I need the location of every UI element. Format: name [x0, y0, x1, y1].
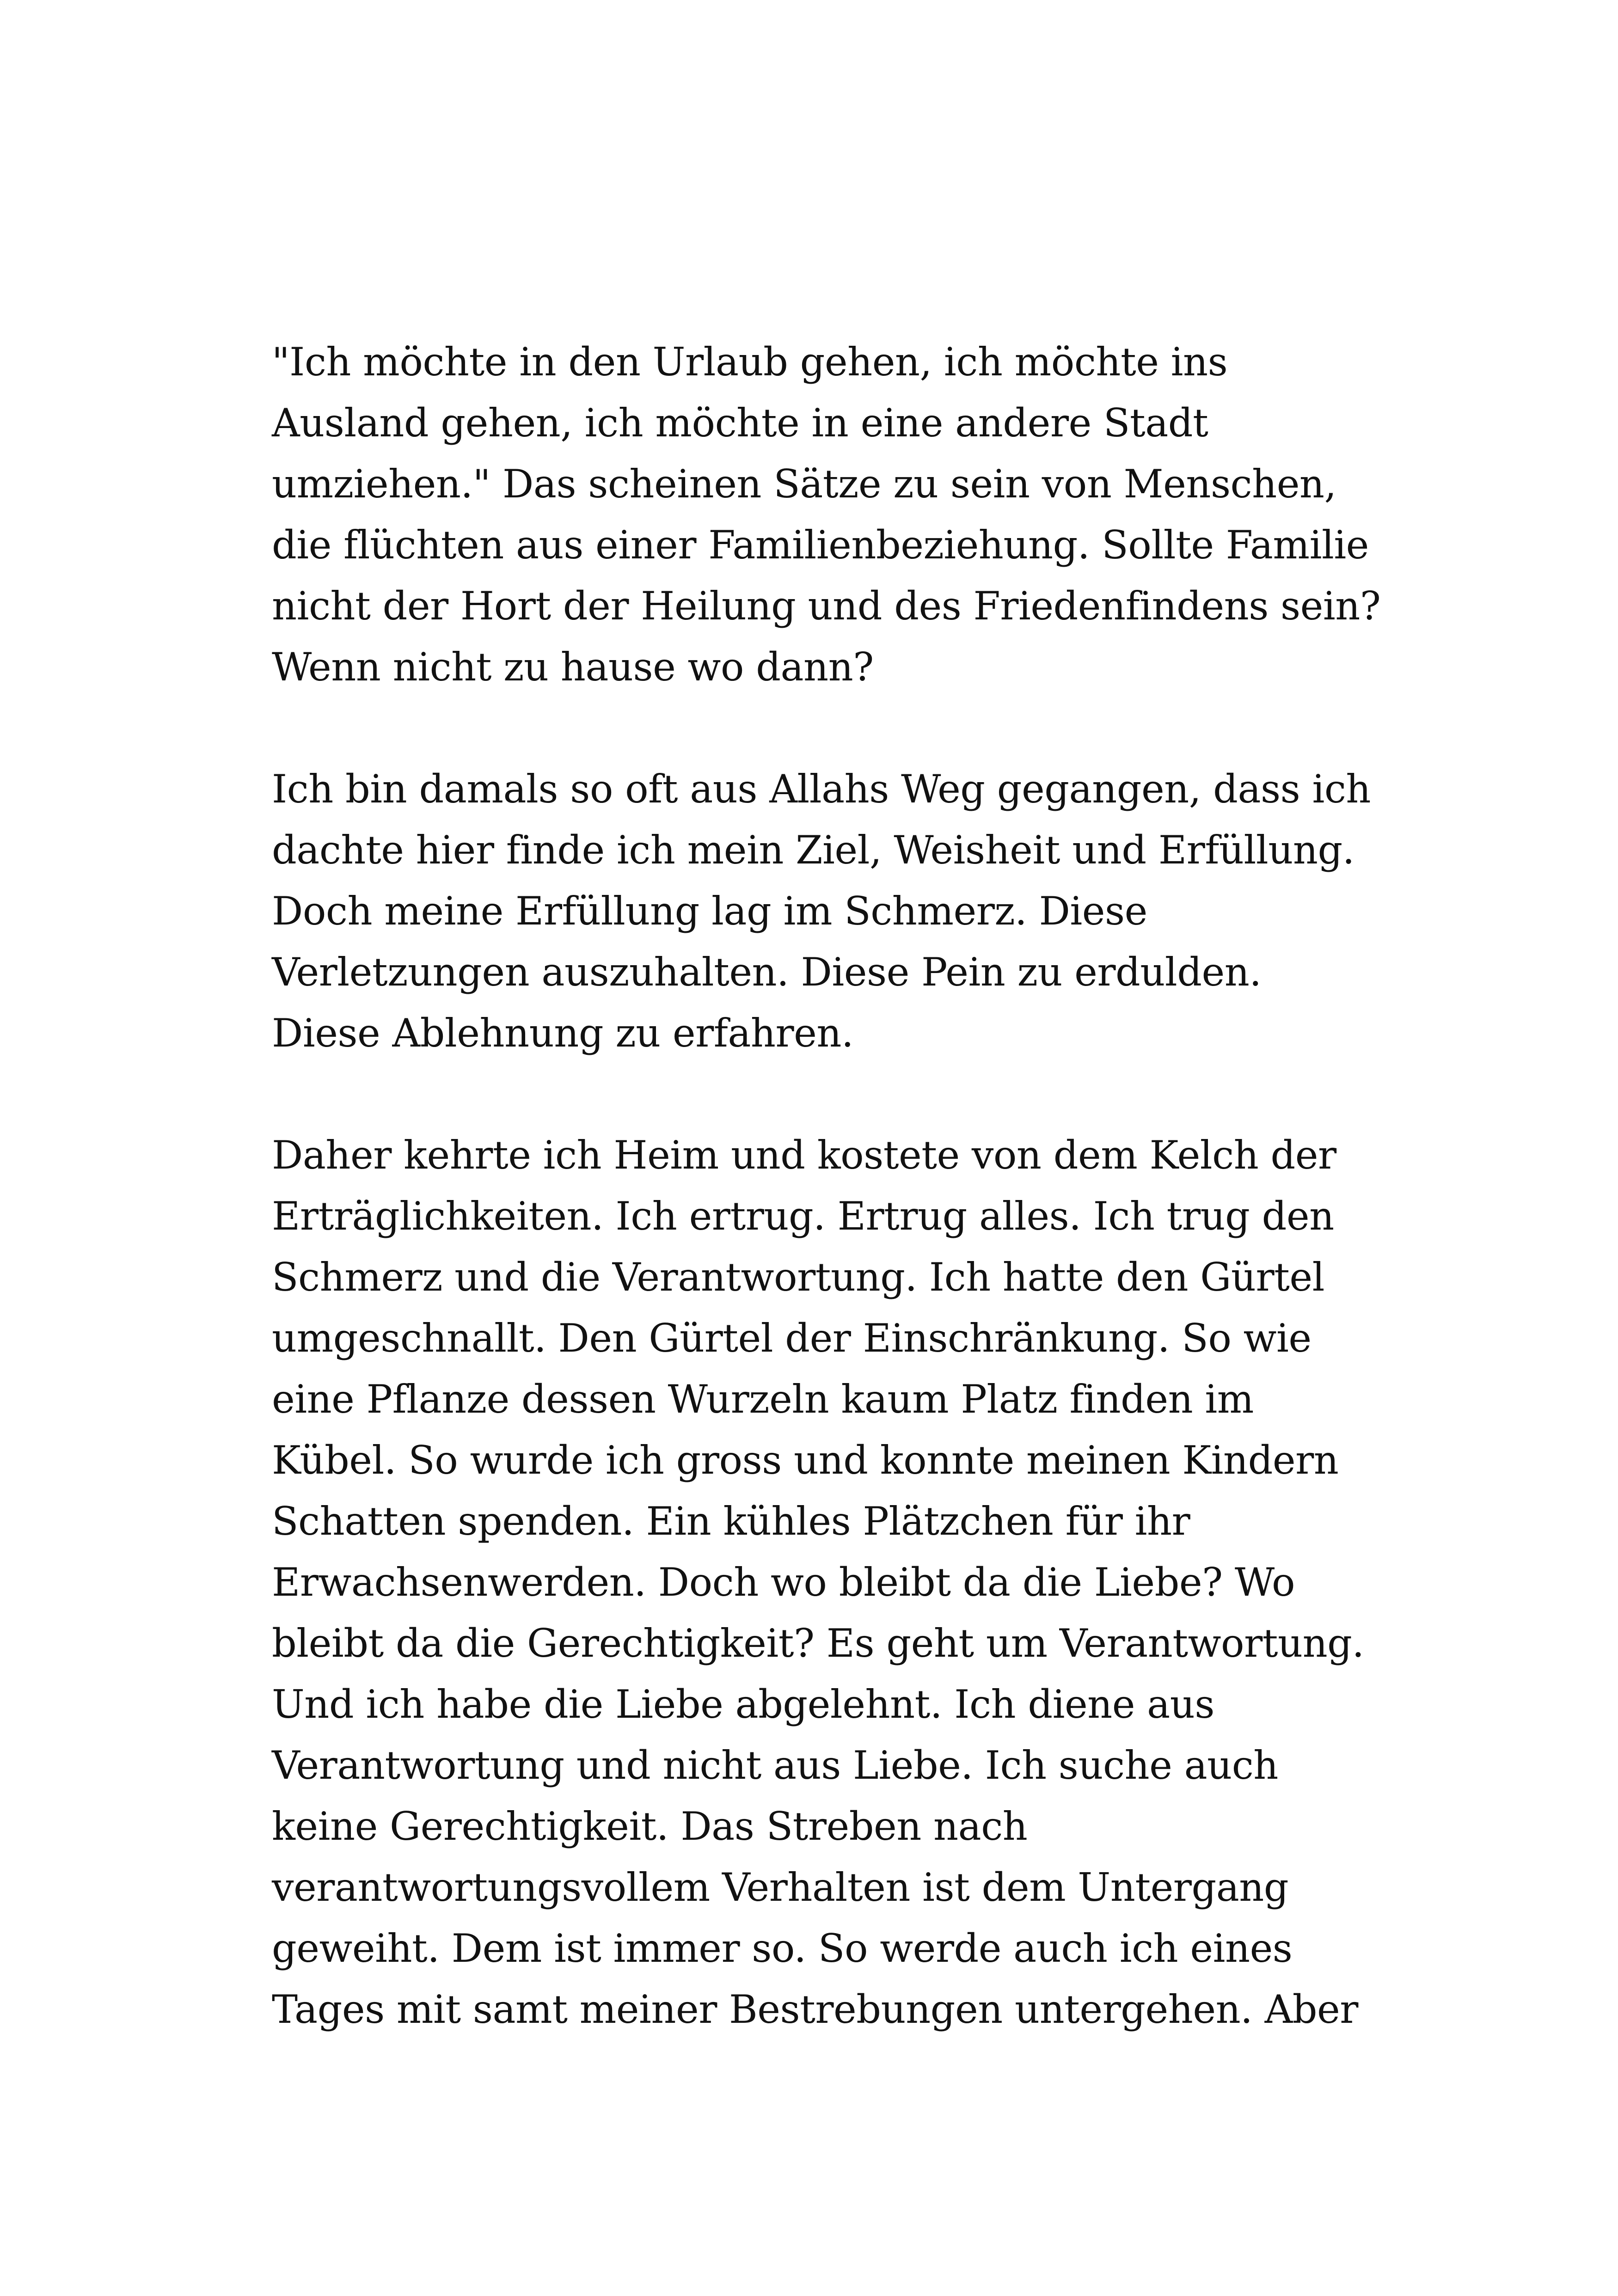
text-line: umgeschnallt. Den Gürtel der Einschränkung. So wie — [272, 1316, 1312, 1361]
text-line: umziehen." Das scheinen Sätze zu sein von Menschen, — [272, 461, 1336, 507]
text-line: Diese Ablehnung zu erfahren. — [272, 1010, 854, 1056]
text-line: Kübel. So wurde ich gross und konnte meinen Kindern — [272, 1438, 1339, 1483]
text-line: nicht der Hort der Heilung und des Friedenfindens sein? — [272, 583, 1381, 629]
text-line: verantwortungsvollem Verhalten ist dem Untergang — [272, 1865, 1289, 1910]
text-line: Und ich habe die Liebe abgelehnt. Ich diene aus — [272, 1682, 1214, 1727]
text-line: die flüchten aus einer Familienbeziehung. Sollte Familie — [272, 522, 1369, 568]
text-line: Wenn nicht zu hause wo dann? — [272, 644, 874, 690]
text-line: Ausland gehen, ich möchte in eine andere Stadt — [272, 400, 1208, 446]
text-line: Schmerz und die Verantwortung. Ich hatte den Gürtel — [272, 1255, 1324, 1300]
text-line: Verantwortung und nicht aus Liebe. Ich suche auch — [272, 1743, 1278, 1788]
text-line: geweiht. Dem ist immer so. So werde auch ich eines — [272, 1926, 1293, 1971]
text-line: Schatten spenden. Ein kühles Plätzchen für ihr — [272, 1499, 1190, 1544]
text-line: Verletzungen auszuhalten. Diese Pein zu erdulden. — [272, 949, 1262, 995]
text-line: Erwachsenwerden. Doch wo bleibt da die Liebe? Wo — [272, 1560, 1295, 1605]
text-line: Erträglichkeiten. Ich ertrug. Ertrug alles. Ich trug den — [272, 1194, 1334, 1239]
text-line: Daher kehrte ich Heim und kostete von dem Kelch der — [272, 1133, 1336, 1178]
text-line: keine Gerechtigkeit. Das Streben nach — [272, 1804, 1028, 1849]
text-line: Tages mit samt meiner Bestrebungen untergehen. Aber — [272, 1987, 1358, 2032]
text-line: bleibt da die Gerechtigkeit? Es geht um Verantwortung. — [272, 1621, 1364, 1666]
text-line: dachte hier finde ich mein Ziel, Weisheit und Erfüllung. — [272, 827, 1354, 873]
text-line: Doch meine Erfüllung lag im Schmerz. Diese — [272, 888, 1147, 934]
text-line: Ich bin damals so oft aus Allahs Weg gegangen, dass ich — [272, 766, 1371, 812]
text-line: "Ich möchte in den Urlaub gehen, ich möchte ins — [272, 339, 1228, 385]
text-line: eine Pflanze dessen Wurzeln kaum Platz finden im — [272, 1377, 1254, 1422]
